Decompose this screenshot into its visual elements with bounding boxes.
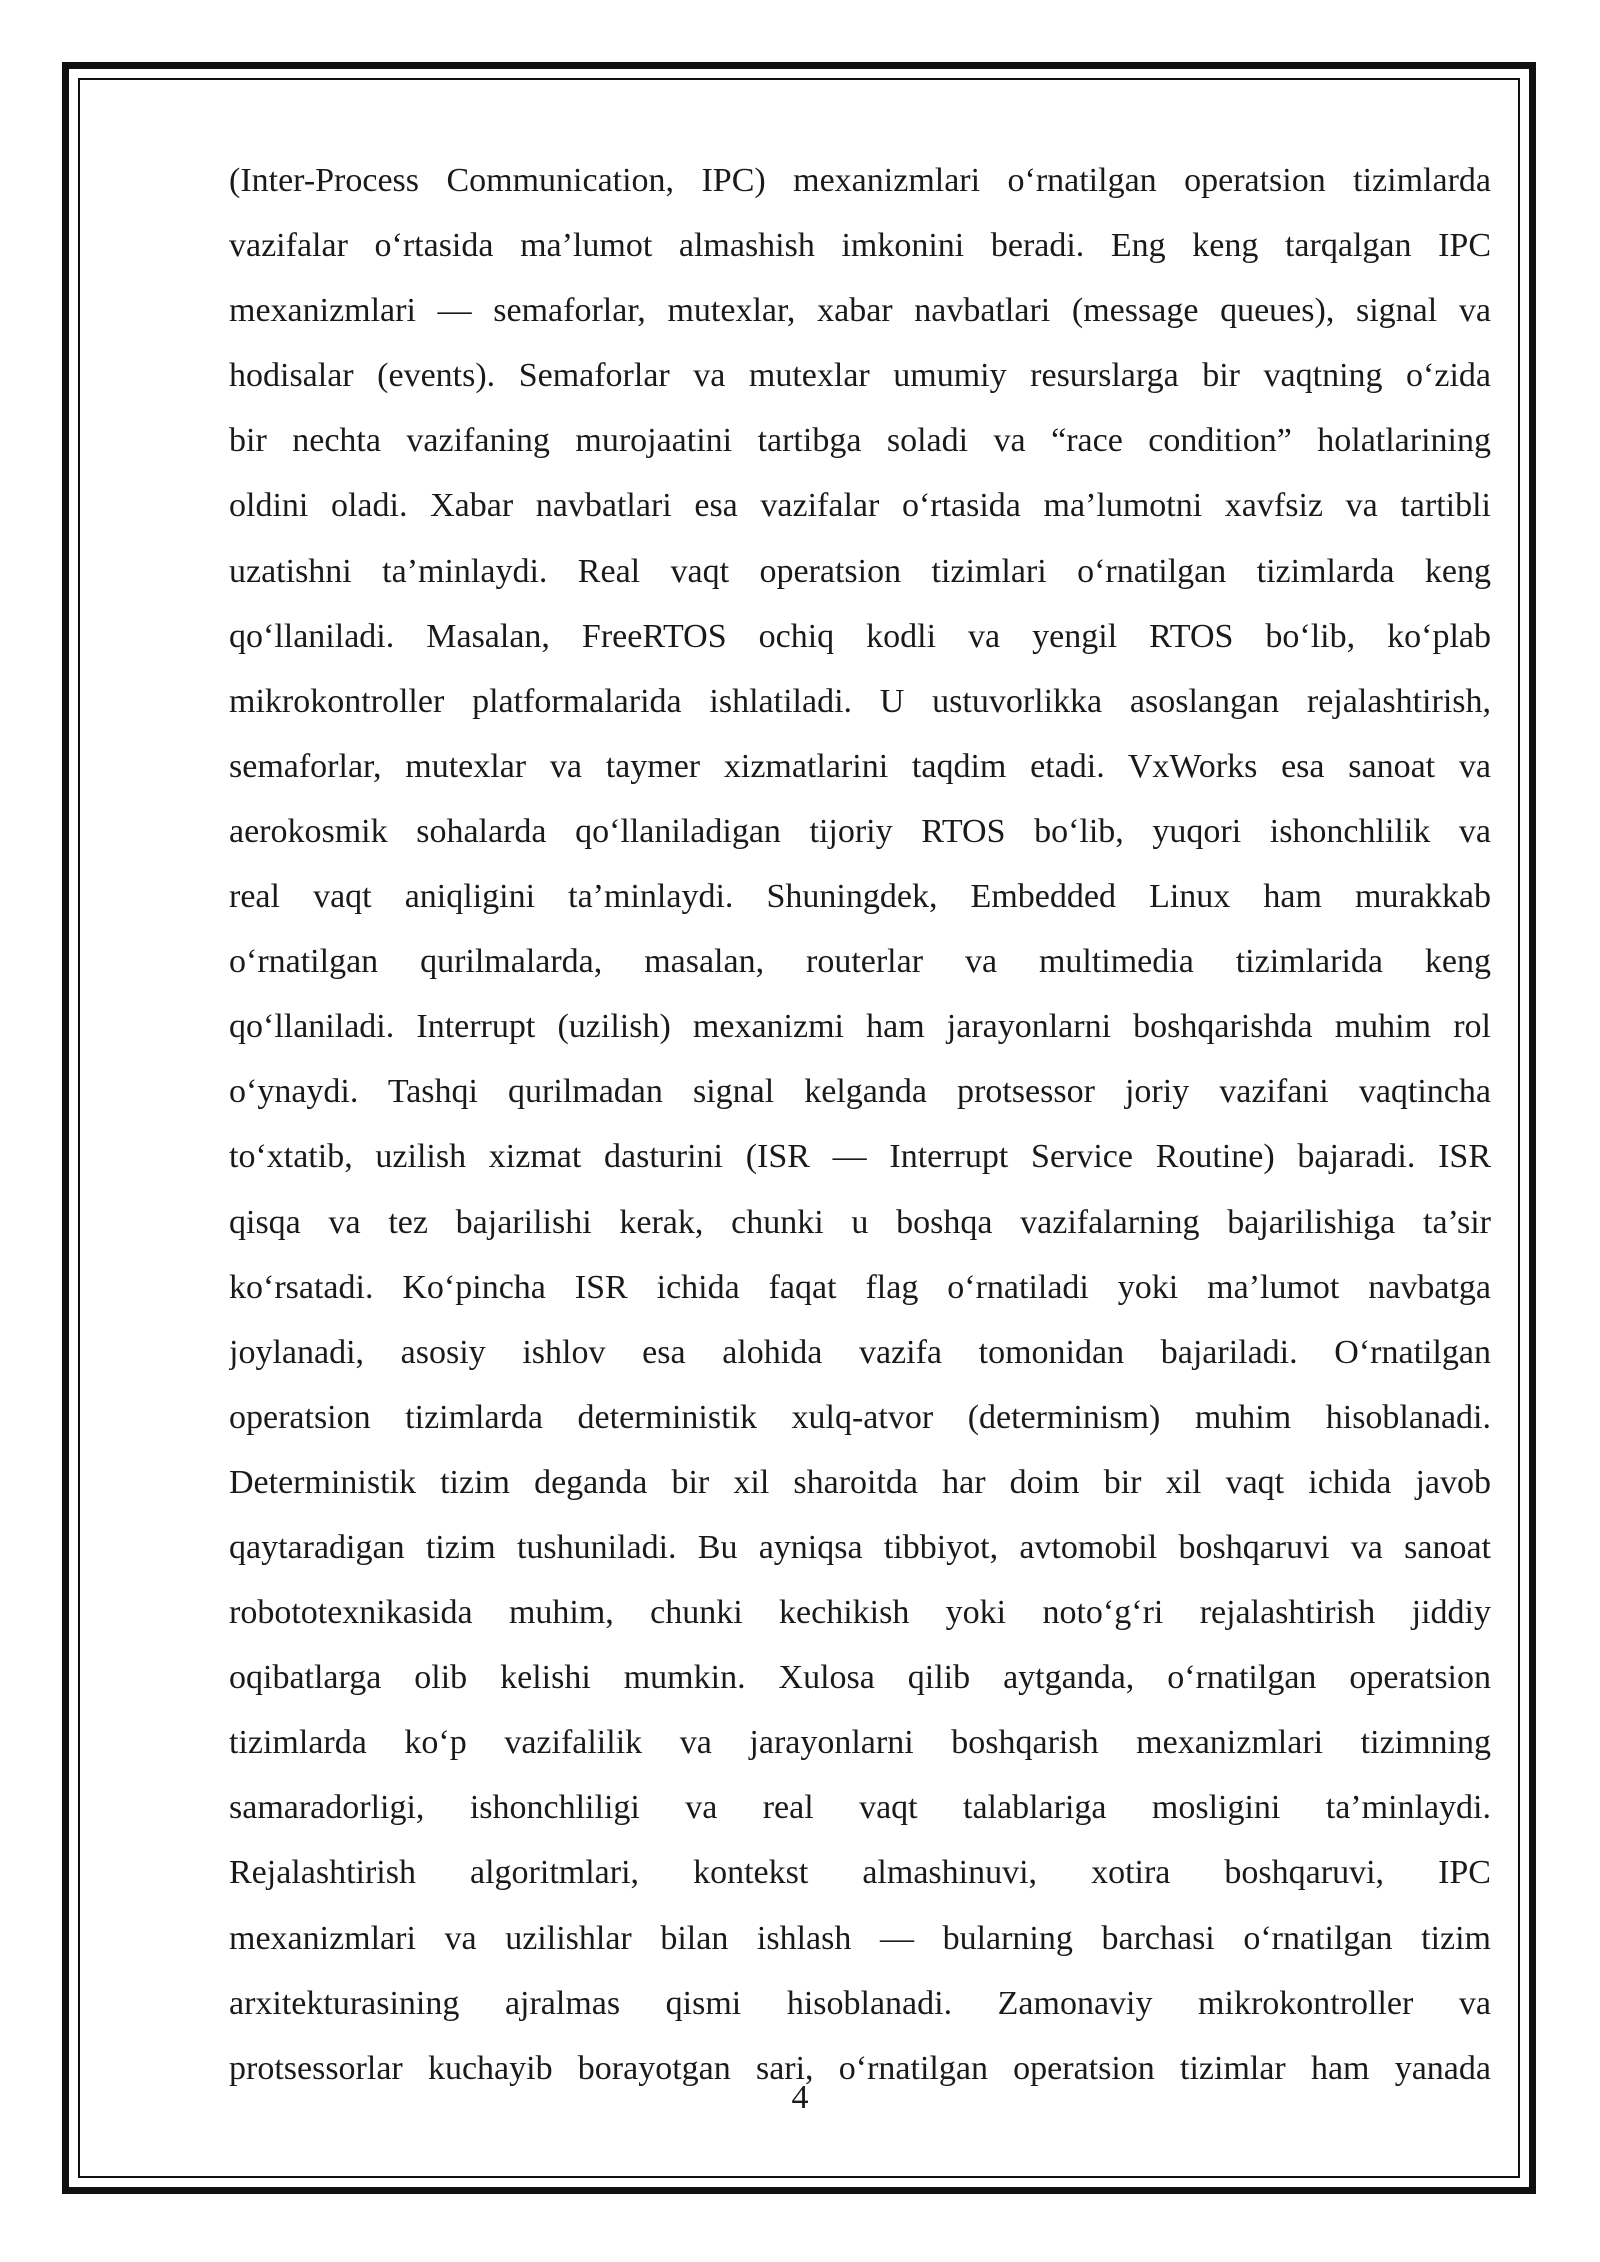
paragraph-line: robototexnikasida muhim, chunki kechikish yoki noto‘g‘ri rejalashtirish jiddiy <box>229 1594 1491 1632</box>
body-paragraph <box>229 148 1491 2101</box>
paragraph-line: oqibatlarga olib kelishi mumkin. Xulosa qilib aytganda, o‘rnatilgan operatsion <box>229 1659 1491 1697</box>
paragraph-line: (Inter-Process Communication, IPC) mexanizmlari o‘rnatilgan operatsion tizimlarda <box>229 162 1491 199</box>
paragraph-line: qaytaradigan tizim tushuniladi. Bu ayniqsa tibbiyot, avtomobil boshqaruvi va sanoat <box>229 1528 1491 1566</box>
paragraph-line: mexanizmlari — semaforlar, mutexlar, xabar navbatlari (message queues), signal va <box>229 292 1491 330</box>
paragraph-line: tizimlarda ko‘p vazifalilik va jarayonlarni boshqarish mexanizmlari tizimning <box>229 1724 1491 1762</box>
paragraph-line: joylanadi, asosiy ishlov esa alohida vazifa tomonidan bajariladi. O‘rnatilgan <box>229 1333 1491 1371</box>
paragraph-line: semaforlar, mutexlar va taymer xizmatlarini taqdim etadi. VxWorks esa sanoat va <box>229 747 1491 785</box>
paragraph-line: Deterministik tizim deganda bir xil sharoitda har doim bir xil vaqt ichida javob <box>229 1463 1491 1501</box>
paragraph-line: real vaqt aniqligini ta’minlaydi. Shuningdek, Embedded Linux ham murakkab <box>229 878 1491 916</box>
paragraph-line: o‘ynaydi. Tashqi qurilmadan signal kelganda protsessor joriy vazifani vaqtincha <box>229 1073 1491 1111</box>
paragraph-line: aerokosmik sohalarda qo‘llaniladigan tijoriy RTOS bo‘lib, yuqori ishonchlilik va <box>229 812 1491 850</box>
paragraph-line: protsessorlar kuchayib borayotgan sari, o‘rnatilgan operatsion tizimlar ham yanada <box>229 2049 1491 2087</box>
page-number: 4 <box>791 2079 809 2116</box>
paragraph-line: bir nechta vazifaning murojaatini tartibga soladi va “race condition” holatlarining <box>229 422 1491 460</box>
paragraph-line: mikrokontroller platformalarida ishlatiladi. U ustuvorlikka asoslangan rejalashtirish, <box>229 682 1491 720</box>
paragraph-line: qo‘llaniladi. Masalan, FreeRTOS ochiq kodli va yengil RTOS bo‘lib, ko‘plab <box>229 617 1491 655</box>
paragraph-line: o‘rnatilgan qurilmalarda, masalan, routerlar va multimedia tizimlarida keng <box>229 943 1491 981</box>
paragraph-line: arxitekturasining ajralmas qismi hisoblanadi. Zamonaviy mikrokontroller va <box>229 1984 1491 2022</box>
paragraph-line: qo‘llaniladi. Interrupt (uzilish) mexanizmi ham jarayonlarni boshqarishda muhim rol <box>229 1008 1491 1046</box>
paragraph-line: operatsion tizimlarda deterministik xulq-atvor (determinism) muhim hisoblanadi. <box>229 1398 1491 1436</box>
paragraph-line: vazifalar o‘rtasida ma’lumot almashish imkonini beradi. Eng keng tarqalgan IPC <box>229 227 1491 265</box>
paragraph-line: to‘xtatib, uzilish xizmat dasturini (ISR — Interrupt Service Routine) bajaradi. ISR <box>229 1138 1491 1176</box>
paragraph-line: samaradorligi, ishonchliligi va real vaqt talablariga mosligini ta’minlaydi. <box>229 1789 1491 1827</box>
paragraph-line: mexanizmlari va uzilishlar bilan ishlash — bularning barchasi o‘rnatilgan tizim <box>229 1919 1491 1957</box>
paragraph-line: oldini oladi. Xabar navbatlari esa vazifalar o‘rtasida ma’lumotni xavfsiz va tartibli <box>229 487 1491 525</box>
paragraph-line: hodisalar (events). Semaforlar va mutexlar umumiy resurslarga bir vaqtning o‘zida <box>229 357 1491 395</box>
paragraph-line: uzatishni ta’minlaydi. Real vaqt operatsion tizimlari o‘rnatilgan tizimlarda keng <box>229 552 1491 590</box>
paragraph-line: Rejalashtirish algoritmlari, kontekst almashinuvi, xotira boshqaruvi, IPC <box>229 1854 1491 1892</box>
paragraph-line: ko‘rsatadi. Ko‘pincha ISR ichida faqat flag o‘rnatiladi yoki ma’lumot navbatga <box>229 1268 1491 1306</box>
paragraph-line: qisqa va tez bajarilishi kerak, chunki u boshqa vazifalarning bajarilishiga ta’sir <box>229 1203 1491 1241</box>
